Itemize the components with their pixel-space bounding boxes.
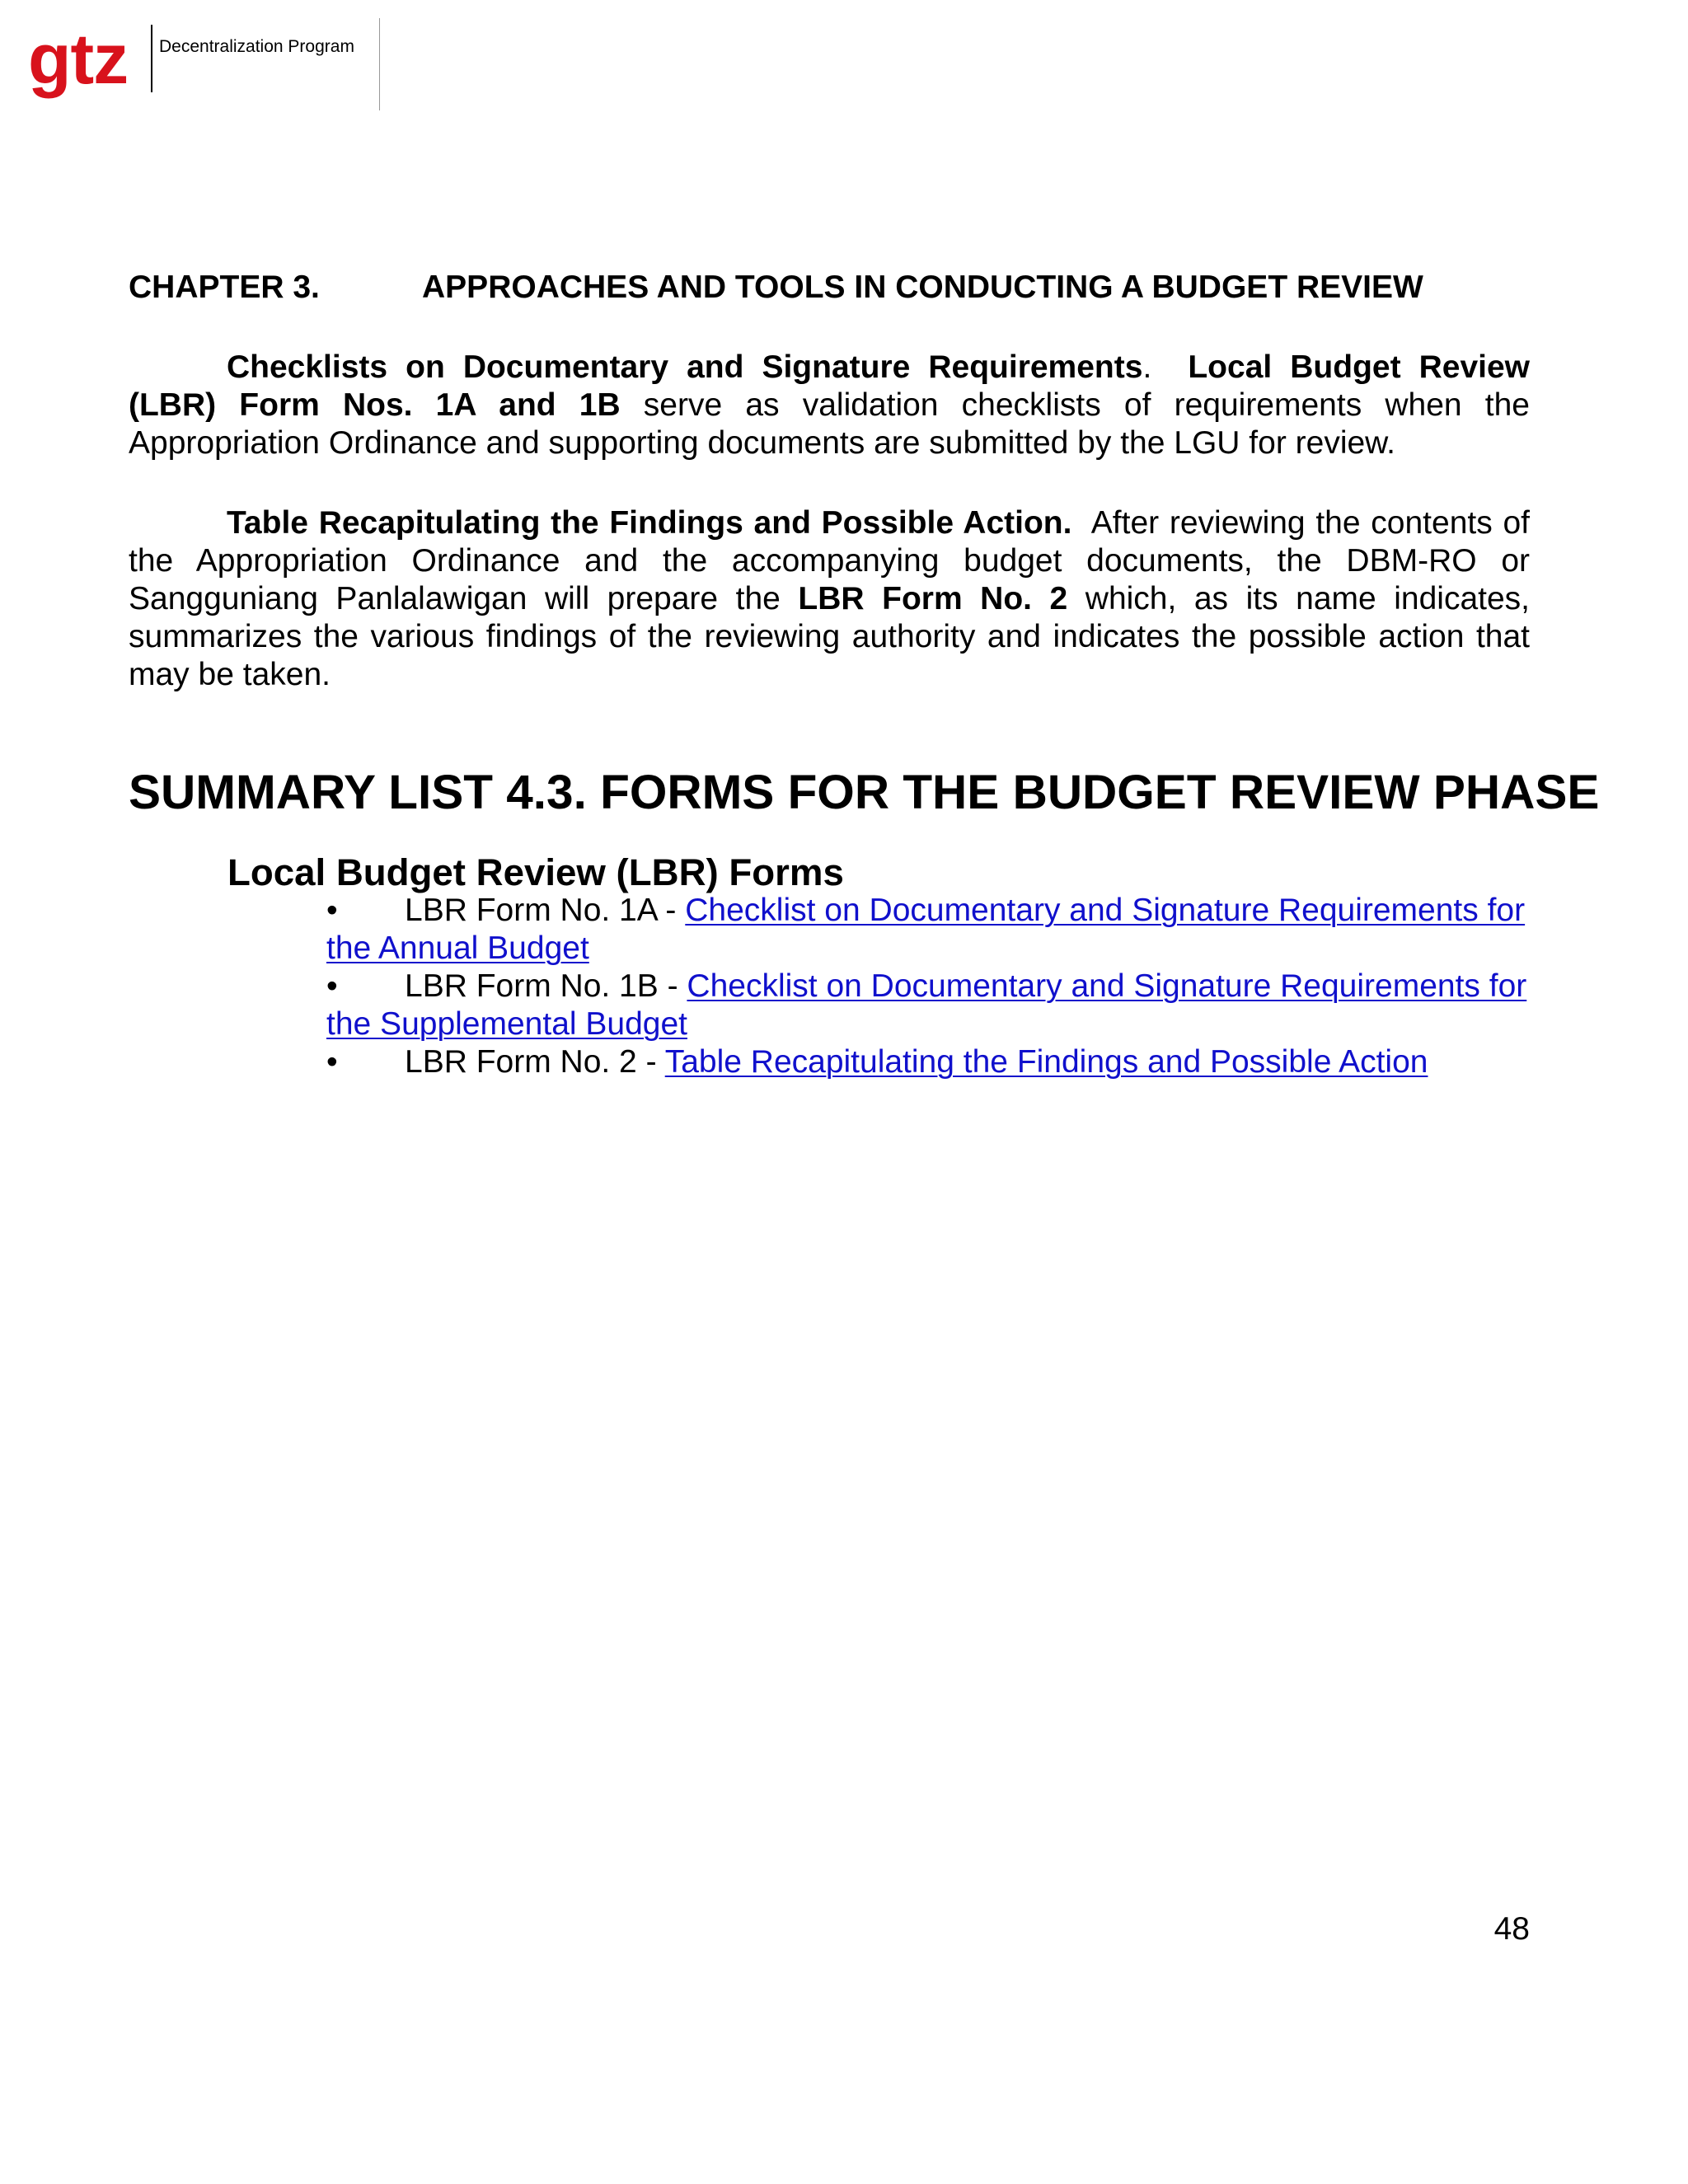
list-item <box>326 1043 1530 1081</box>
form-label: LBR Form No. 1A - <box>405 893 686 928</box>
list-item <box>326 892 1530 968</box>
paragraph-table-recap-lead: Table Recapitulating the Findings and Possible Action. <box>227 505 1072 541</box>
page-number: 48 <box>1493 1911 1530 1947</box>
paragraph-checklists-lead: Checklists on Documentary and Signature Requirements <box>227 349 1143 385</box>
form-label: LBR Form No. 1B - <box>405 968 687 1004</box>
program-label: Decentralization Program <box>159 37 354 56</box>
paragraph-table-recap-text-2: which, as its name indicates, summarizes the various findings of the reviewing authority and indicates the possible action that may be taken. <box>129 581 1531 692</box>
form-1a-link[interactable]: Checklist on Documentary and Signature Requirements for the Annual Budget <box>326 893 1526 966</box>
page-header <box>28 18 382 110</box>
logo-divider <box>151 25 152 92</box>
forms-subheading: Local Budget Review (LBR) Forms <box>227 851 844 893</box>
forms-list <box>129 892 1530 1081</box>
paragraph-table-recap-form: LBR Form No. 2 <box>798 581 1068 616</box>
gtz-logo: gtz <box>28 20 129 99</box>
form-2-link[interactable]: Table Recapitulating the Findings and Possible Action <box>664 1044 1428 1080</box>
paragraph-checklists-text: serve as validation checklists of requirements when the Appropriation Ordinance and supporting documents are submitted by the LGU for review. <box>129 387 1530 461</box>
header-divider <box>379 18 380 110</box>
bullet-icon: • <box>326 1044 338 1080</box>
page-body <box>129 269 1600 1081</box>
summary-heading: SUMMARY LIST 4.3. FORMS FOR THE BUDGET REVIEW PHASE <box>129 766 1600 819</box>
paragraph-checklists <box>129 349 1530 462</box>
chapter-number: CHAPTER 3. <box>129 269 320 305</box>
form-label: LBR Form No. 2 - <box>405 1044 665 1080</box>
chapter-heading <box>129 269 1530 307</box>
chapter-title: APPROACHES AND TOOLS IN CONDUCTING A BUDGET REVIEW <box>422 269 1423 305</box>
paragraph-checklists-lead-end: . <box>1142 349 1152 385</box>
form-1b-link[interactable]: Checklist on Documentary and Signature Requirements for the Supplemental Budget <box>326 968 1527 1042</box>
bullet-icon: • <box>326 968 338 1004</box>
paragraph-table-recap <box>129 504 1530 694</box>
paragraph-table-recap-text-1: After reviewing the contents of the Appropriation Ordinance and the accompanying budget documents, the DBM-RO or Sangguniang Panlalawigan will prepare the <box>129 505 1530 616</box>
paragraph-checklists-forms: Local Budget Review (LBR) Form Nos. 1A and 1B <box>129 349 1531 423</box>
list-item <box>326 968 1530 1043</box>
bullet-icon: • <box>326 893 338 928</box>
